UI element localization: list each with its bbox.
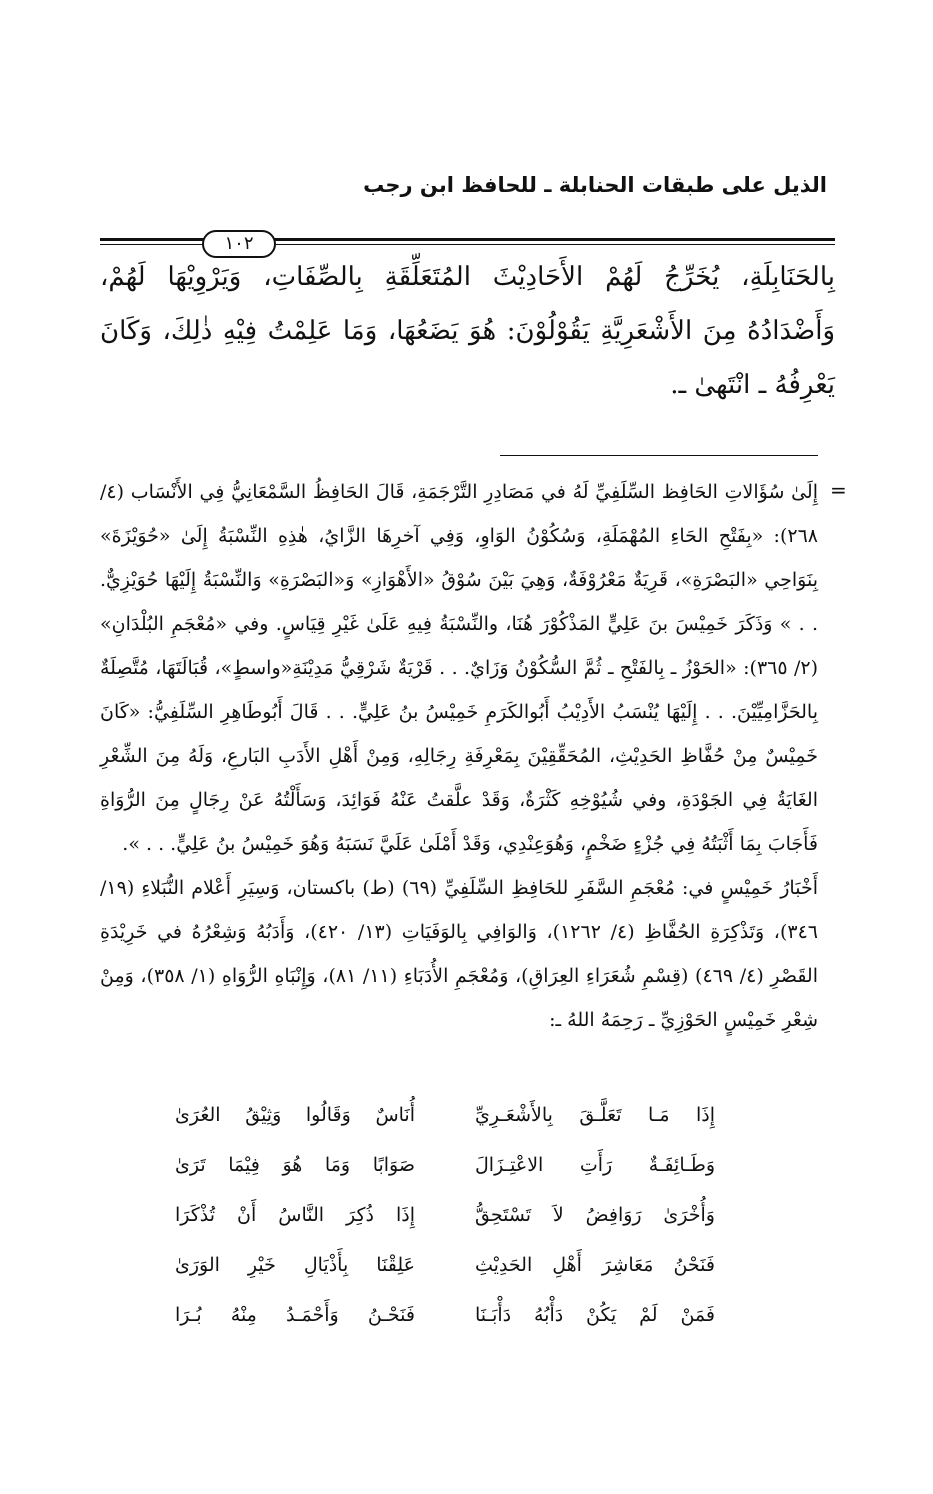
poem-verse	[175, 1240, 715, 1290]
poem-second-hemistich: إِذَا ذُكِرَ النَّاسُ أَنْ تُذْكَرَا	[175, 1204, 415, 1226]
poem	[175, 1090, 715, 1340]
poem-second-hemistich: أُنَاسٌ وَقَالُوا وَثِيْقُ العُرَىٰ	[175, 1104, 415, 1126]
header-rule	[100, 202, 835, 254]
poem-verse	[175, 1140, 715, 1190]
poem-second-hemistich: فَنَحْـنُ وَأَحْمَـدُ مِنْهُ بُـرَا	[175, 1304, 415, 1326]
poem-first-hemistich: وَطَـائِفَـةٌ رَأَتِ الاعْتِـزَالَ	[475, 1154, 715, 1176]
poem-first-hemistich: فَنَحْنُ مَعَاشِرَ أَهْلِ الحَدِيْثِ	[475, 1254, 715, 1276]
footnote-paragraph-2: أَخْبَارُ خَمِيْسٍ في: مُعْجَمِ السَّفَرِ للحَافِظِ السِّلَفِيِّ (٦٩) (ط) باكستان، وَسِيَرِ أَعْلام النُّبَلاءِ (١٩/ ٣٤٦)، وَتَذْكِرَةِ الحُفَّاظِ (٤/ ١٢٦٢)، وَالوَافِي بِالوَفَيَاتِ (١٣/ ٤٢٠)، وَأَدَبُهُ وَشِعْرُهُ في خَرِيْدَةِ القَصْرِ (٤/ ٤٦٩) (قِسْمِ شُعَرَاءِ العِرَاقِ)، وَمُعْجَمِ الأُدَبَاءِ (١١/ ٨١)، وَإِنْبَاهِ الرُّوَاهِ (١/ ٣٥٨)، وَمِنْ شِعْرِ خَمِيْسٍ الحَوْزِيِّ ـ رَحِمَهُ اللهُ ـ:	[100, 877, 818, 1031]
main-paragraph: بِالحَنَابِلَةِ، يُخَرِّجُ لَهُمْ الأَحَادِيْثَ المُتَعَلِّقَةِ بِالصِّفَاتِ، وَيَرْوِيْهَا لَهُمْ، وَأَضْدَادُهُ مِنَ الأَشْعَرِيَّةِ يَقُوْلُوْنَ: هُوَ يَضَعُهَا، وَمَا عَلِمْتُ فِيْهِ ذٰلِكَ، وَكَانَ يَعْرِفُهُ ـ انْتَهىٰ ـ.	[100, 262, 835, 400]
poem-verse	[175, 1090, 715, 1140]
footnote-separator	[500, 455, 818, 456]
footnote-paragraph-1: إِلَىٰ سُؤَالاتِ الحَافِظ السِّلَفِيِّ لَهُ في مَصَادِرِ التَّرْجَمَةِ، قَالَ الحَافِظُ السَّمْعَانِيُّ فِي الأَنْسَاب (٤/ ٢٦٨): «بِفَتْحِ الحَاءِ المُهْمَلَةِ، وَسُكُوْنُ الوَاوِ، وَفِي آخرِهَا الزَّايُ، هٰذِهِ النِّسْبَةُ إِلَىٰ «حُوَيْزَةَ» بِنَوَاحِي «البَصْرَةِ»، قَرِيَةٌ مَعْرُوْفَةٌ، وَهِيَ بَيْنَ سُوْقُ «الأَهْوَازِ» وَ«البَصْرَةِ» وَالنِّسْبَةُ إِلَيْهَا حُوَيْزِيٌّ. . . » وَذَكَرَ خَمِيْسَ بنَ عَلِيٍّ المَذْكُوْرَ هُنَا، والنِّسْبَةُ فِيهِ عَلَىٰ غَيْرِ قِيَاسٍ. وفي «مُعْجَمِ البُلْدَانِ» (٢/ ٣٦٥): «الحَوْزُ ـ بِالفَتْحِ ـ ثُمَّ السُّكُوْنُ وَزَايٌ. . . قَرْيَةٌ شَرْقِيُّ مَدِيْنَةِ«واسطٍ»، قُبَالَتَهَا، مُتَّصِلَةٌ بِالحَزَّامِيِّيْنَ. . . إِلَيْهَا يُنْسَبُ الأَدِيْبُ أَبُوالكَرَمِ خَمِيْسُ بنُ عَلِيٍّ. . . قَالَ أَبُوطَاهِرِ السِّلَفِيُّ: «كَانَ خَمِيْسٌ مِنْ حُفَّاظِ الحَدِيْثِ، المُحَقِّقِيْنَ بِمَعْرِفَةِ رِجَالِهِ، وَمِنْ أَهْلِ الأَدَبِ البَارعِ، وَلَهُ مِنَ الشِّعْرِ الغَايَةُ فِي الجَوْدَةِ، وفي شُيُوْخِهِ كَثْرَةٌ، وَقَدْ علَّقتُ عَنْهُ فَوَائِدَ، وَسَأَلْتُهُ عَنْ رِجَالٍ مِنَ الرُّوَاةِ فَأَجَابَ بِمَا أَثْبَتُهُ فِي جُزْءٍ ضَخْمٍ، وَهُوَعِنْدِي، وَقَدْ أَمْلَىٰ عَلَيَّ نَسَبَهُ وَهُوَ خَمِيْسُ بنُ عَلِيٍّ. . . ».	[100, 481, 819, 855]
main-text	[100, 250, 835, 412]
poem-verse	[175, 1190, 715, 1240]
footnote	[100, 470, 818, 1042]
poem-first-hemistich: إِذَا مَـا تَعَلَّـقَ بِالأَشْعَـرِيِّ	[475, 1104, 715, 1126]
page-header	[100, 168, 835, 254]
poem-second-hemistich: عَلِقْنَا بِأَذْيَالِ خَيْرِ الوَرَىٰ	[175, 1254, 415, 1276]
poem-first-hemistich: فَمَنْ لَمْ يَكُنْ دَأْبُهُ دَأْبَـنَا	[475, 1304, 715, 1326]
running-title: الذيل على طبقات الحنابلة ـ للحافظ ابن رجب	[363, 173, 827, 197]
poem-second-hemistich: صَوَابًا وَمَا هُوَ فِيْمَا تَرَىٰ	[175, 1154, 415, 1176]
poem-first-hemistich: وَأُخْرَىٰ رَوَافِضُ لاَ تَسْتَحِقُّ	[475, 1204, 715, 1226]
poem-verse	[175, 1290, 715, 1340]
page-number: ١٠٢	[202, 230, 276, 258]
footnote-continuation-marker: =	[830, 478, 847, 502]
